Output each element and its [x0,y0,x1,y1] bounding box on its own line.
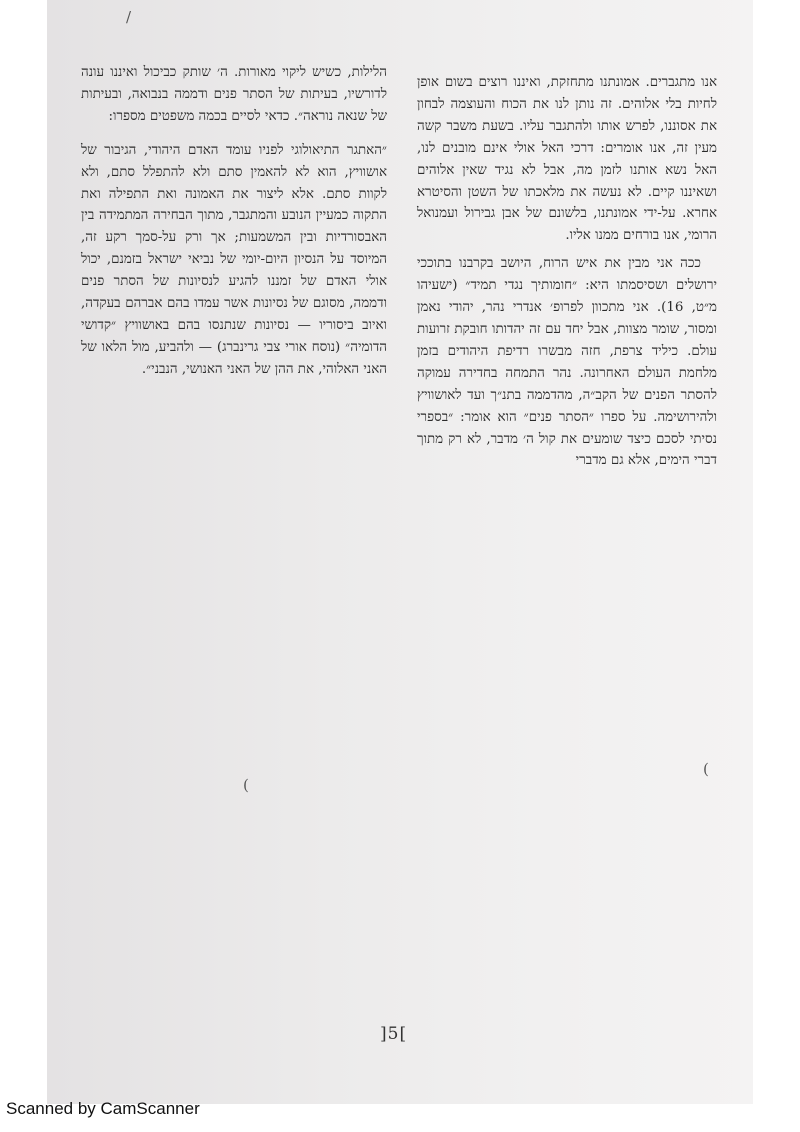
left-text-column [81,62,387,381]
pen-mark: ( [703,760,709,778]
left-column-quote: ״האתגר התיאולוגי לפניו עומד האדם היהודי, הגיבור של אושוויץ, הוא לא להאמין סתם ולא להתפלל סתם, ולא לקוות סתם. אלא ליצור את האמונה ואת התפילה ואת התקוה כמעיין הנובע והמתגבר, מתוך הבחירה המתמידה בין האבסורדיות ובין המשמעות; אך ורק על-סמך רקע זה, המיוסד על הנסיון היום-יומי של נביאי ישראל בזמנם, יכול אולי האדם של זמננו להגיע לנסיונות של הסתר פנים ודממה, מסוגם של נסיונות אשר עמדו בהם אברהם בעקדה, ואיוב ביסוריו — נסיונות שנתנסו בהם באושוויץ ״קדושי הדומיה״ (נוסח אורי צבי גרינברג) — ולהביע, מול הלאו של האני האלוהי, את ההן של האני האנושי, הנבני״. [81,142,387,377]
pen-mark: ( [243,776,249,794]
pen-mark: / [126,8,132,26]
right-text-column [417,72,717,472]
right-column-paragraph-1: אנו מתגברים. אמונתנו מתחזקת, ואיננו רוצים בשום אופן לחיות בלי אלוהים. זה נותן לנו את הכוח והעוצמה לבחון את אסוננו, לפרש אותו ולהתגבר עליו. בשעת משבר קשה מעין זה, אנו אומרים: דרכי האל אולי אינם מובנים לנו, האל נשא אותנו לזמן מה, אבל לא נגיד שאין אלוהים ושאיננו קיים. לא נעשה את מלאכתו של השטן והסיטרא אחרא. על-ידי אמונתנו, בלשונם של אבן גבירול ועמנואל הרומי, אנו בורחים ממנו אליו. [417,75,717,244]
left-column-paragraph-1: הלילות, כשיש ליקוי מאורות. ה׳ שותק כביכול ואיננו עונה לדורשיו, בעיתות של הסתר פנים ודממה בנבואה, ובעיתות של שנאה נוראה״. כדאי לסיים בכמה משפטים מספרו: [81,65,387,124]
scanner-footer: Scanned by CamScanner [6,1099,200,1118]
page-number: ]5[ [380,1024,408,1044]
right-column-paragraph-2: ככה אני מבין את איש הרוח, היושב בקרבנו בתוככי ירושלים ושסיסמתו היא: ״חומותיך נגדי תמיד״ (ישעיהו מ״ט, 16). אני מתכוון לפרופ׳ אנדרי נהר, יהודי נאמן ומסור, שומר מצוות, אבל יחד עם זה יהדותו חובקת זרועות עולם. כיליד צרפת, חזה מבשרו רדיפת היהודים בזמן מלחמת העולם האחרונה. נהר התמחה בחדירה עמוקה להסתר הפנים של הקב״ה, מהדממה בתנ״ך ועד לאושוויץ ולהירושימה. על ספרו ״הסתר פנים״ הוא אומר: ״בספרי נסיתי לסכם כיצד שומעים את קול ה׳ מדבר, לא רק מתוך דברי הימים, אלא גם מדברי [417,256,717,469]
